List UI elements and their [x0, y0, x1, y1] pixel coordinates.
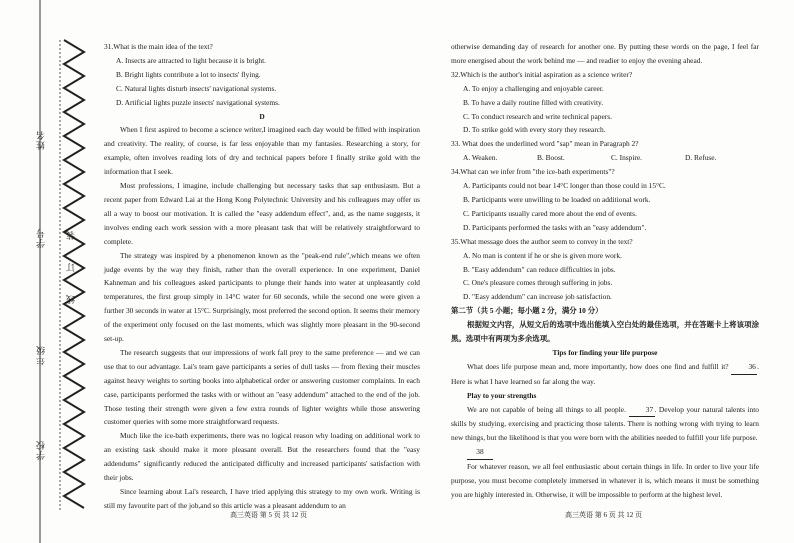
section-letter-d: D: [259, 111, 265, 121]
seal-char-1: 装: [66, 230, 76, 240]
q34-option-c: C. Participants usually cared more about the end of events.: [463, 208, 637, 218]
passage2-p1b: Here is what I have learned so far along the way.: [451, 376, 596, 386]
q35-option-a: A. No man is content if he or she is given more work.: [463, 250, 622, 260]
id-label: 学号: [36, 228, 46, 248]
q33-stem: 33. What does the underlined word "sap" mean in Paragraph 2?: [451, 139, 639, 149]
school-label: 学校: [36, 440, 46, 460]
right-column: [451, 40, 759, 502]
q31-option-a: A. Insects are attracted to light because it is bright.: [116, 55, 267, 65]
passage2-p2a: We are not capable of being all things to all people.: [467, 404, 626, 414]
q33-option-a: A. Weaken.: [463, 153, 498, 163]
blank-37[interactable]: 37: [629, 403, 655, 418]
q35-option-c: C. One's pleasure comes through suffering in jobs.: [463, 278, 613, 288]
q33-option-d: D. Refuse.: [685, 153, 717, 163]
passage-paragraph-1: When I first aspired to become a science writer,I imagined each day would be filled with inspiration and creativity. The reality, of course, is far less enjoyable than my fantasies. Researching a story, for example, often involves reading lots of dry and technical papers before I finally strike gold with the information that I seek.: [104, 125, 420, 177]
blank-38-line: [451, 445, 759, 460]
q32-option-b: B. To have a daily routine filled with creativity.: [463, 97, 604, 107]
name-label: 姓名: [36, 130, 46, 150]
left-column: [104, 40, 420, 513]
q33-option-c: C. Inspire.: [611, 153, 642, 163]
passage-title: Tips for finding your life purpose: [552, 347, 658, 357]
seal-char-3: 线: [66, 294, 76, 304]
blank-36[interactable]: 36: [731, 360, 757, 375]
q34-stem: 34.What can we infer from "the ice-bath experiments"?: [451, 167, 615, 177]
q35-option-d: D. "Easy addendum" can increase job satisfaction.: [463, 292, 612, 302]
passage2-p1a: What does life purpose mean and, more importantly, how does one find and fulfill it?: [467, 361, 729, 371]
section2-instructions: 根据短文内容，从短文后的选项中选出能填入空白处的最佳选项，并在答题卡上将该项涂黑。选项中有两项为多余选项。: [451, 320, 759, 344]
q34-option-a: A. Participants could not bear 14°C longer than those could in 15°C.: [463, 181, 666, 191]
right-page-footer: 高三英语 第 6 页 共 12 页: [565, 511, 642, 519]
q34-option-b: B. Participants were unwilling to be loaded on additional work.: [463, 194, 651, 204]
class-label: 年级: [36, 345, 46, 365]
passage-paragraph-2: Most professions, I imagine, include challenging but necessary tasks that sap enthusiasm. But a recent paper from Edward Lai at the Hong Kong Polytechnic University and his colleagues may offer us all a way to boost our motivation. It is called the "easy addendum effect", and, as the name suggests, it involves ending each work session with a more pleasant task that will be relatively straightforward to complete.: [104, 181, 420, 246]
blank-38[interactable]: 38: [467, 445, 493, 460]
passage-paragraph-5: Much like the ice-bath experiments, there was no logical reason why loading on additional work to an existing task should make it more pleasant overall. But the researchers found that the "easy addendums" significantly reduced the anticipated difficulty and increased participants' satisfaction with their jobs.: [104, 431, 420, 483]
q35-option-b: B. "Easy addendum" can reduce difficulties in jobs.: [463, 264, 616, 274]
passage2-paragraph-1: What does life purpose mean and, more importantly, how does one find and fulfill it? 36. Here is what I have learned so far along the way.: [451, 361, 759, 386]
passage-paragraph-4: The research suggests that our impressions of work fall prey to the same preference — and we can use that to our advantage. Lai's team gave participants a series of dull tasks — from flexing their muscles against heavy weights to sorting books into alphabetical order or answering customer complaints. In each case, participants performed the tasks with or without an "easy addendum" attached to the end of the job. Those testing their strength were given a few extra rounds of lighter weights while those answering customer queries with some more straightforward requests.: [104, 347, 420, 427]
q31-option-d: D. Artificial lights puzzle insects' navigational systems.: [116, 97, 280, 107]
q33-option-b: B. Boost.: [537, 153, 565, 163]
binding-margin: [0, 0, 88, 543]
seal-char-2: 订: [66, 262, 76, 272]
passage2-paragraph-2: [451, 403, 759, 446]
q32-option-c: C. To conduct research and write technical papers.: [463, 111, 612, 121]
passage-continuation: otherwise demanding day of research for another one. By putting these words on the page, I feel far more energised about the work behind me — and readier to enjoy the evening ahead.: [451, 42, 759, 65]
passage-paragraph-6: Since learning about Lai's research, I have tried applying this strategy to my own work. Writing is still my favourite part of the job,and so this article was a pleasant addendum to an: [104, 487, 420, 510]
q32-stem: 32.Which is the author's initial aspiration as a science writer?: [451, 69, 633, 79]
section2-header: 第二节（共 5 小题；每小题 2 分，满分 10 分）: [451, 306, 603, 316]
q31-option-c: C. Natural lights disturb insects' navigational systems.: [116, 83, 277, 93]
q32-option-a: A. To enjoy a challenging and enjoyable career.: [463, 83, 604, 93]
q31-stem: 31.What is the main idea of the text?: [104, 42, 213, 51]
q31-option-b: B. Bright lights contribute a lot to insects' flying.: [116, 69, 261, 79]
passage2-paragraph-3: For whatever reason, we all feel enthusiastic about certain things in life. In order to live your life purpose, you must become completely immersed in whatever it is, which means it must be something you are highly interested in. Otherwise, it will be impossible to perform at the highest level.: [451, 462, 759, 499]
subhead-strengths: Play to your strengths: [467, 390, 537, 400]
q35-stem: 35.What message does the author seem to convey in the text?: [451, 236, 633, 246]
q33-options: [451, 151, 759, 165]
left-page-footer: 高三英语 第 5 页 共 12 页: [230, 511, 307, 519]
passage-paragraph-3: The strategy was inspired by a phenomenon known as the "peak-end rule",which means we often judge events by the way they finish, rather than the overall experience. In one experiment, Daniel Kahneman and his colleagues asked participants to plunge their hands into water at unpleasantly cold temperatures, the first group simply in 14°C water for 60 seconds, while the second one were given a further 30 seconds in water at 15°C. Surprisingly, most preferred the second option. It seems their memory of the experiment only focused on the last moments, which was slightly more pleasant in the 90-second set-up.: [104, 250, 420, 344]
q34-option-d: D. Participants performed the tasks with an "easy addendum".: [463, 222, 647, 232]
q32-option-d: D. To strike gold with every story they research.: [463, 125, 606, 135]
passage2-p2b: . Develop your natural talents into skills by studying, exercising and practicing those talents. There is nothing wrong with trying to learn new things, but the likelihood is that you were born with the abilities needed to fulfill your life purpose.: [451, 404, 759, 443]
